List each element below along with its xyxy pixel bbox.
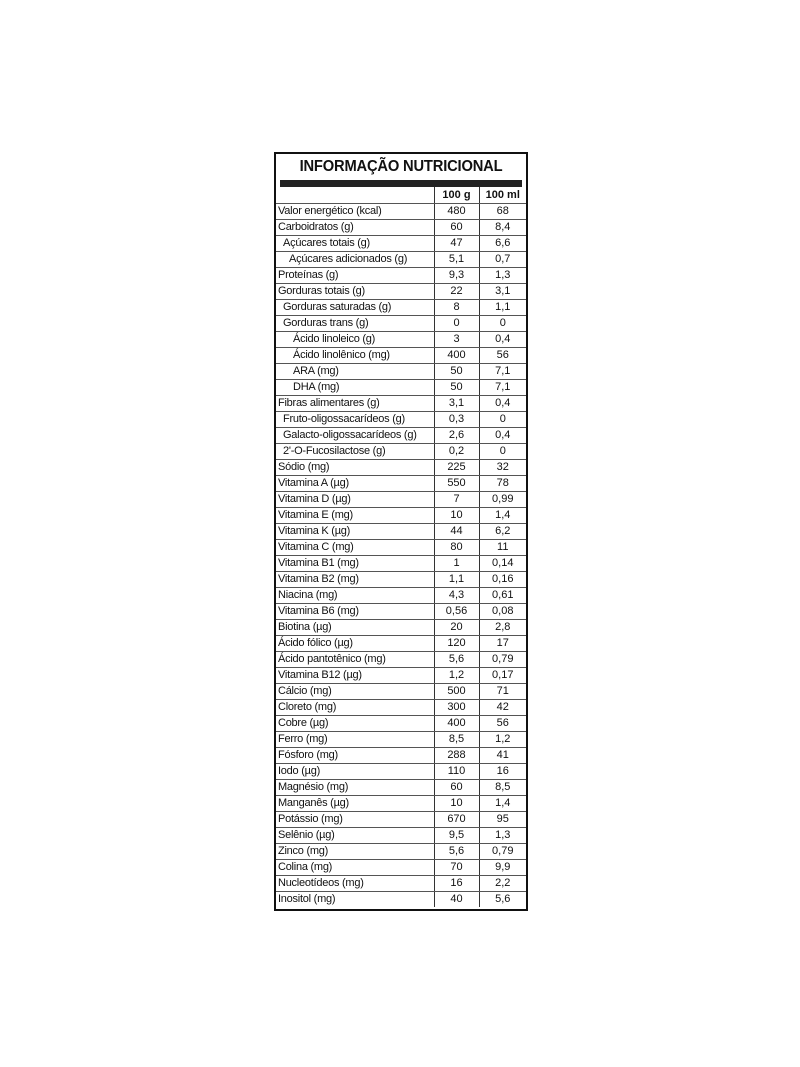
value-per-100ml: 11 <box>479 540 526 556</box>
value-per-100g: 10 <box>434 508 479 524</box>
value-per-100ml: 0,79 <box>479 652 526 668</box>
table-row <box>276 748 526 764</box>
nutrient-name: Gorduras totais (g) <box>276 284 434 300</box>
nutrient-name: Fósforo (mg) <box>276 748 434 764</box>
nutrient-name: Galacto-oligossacarídeos (g) <box>276 428 434 444</box>
value-per-100g: 22 <box>434 284 479 300</box>
nutrient-name: Vitamina B1 (mg) <box>276 556 434 572</box>
table-row <box>276 444 526 460</box>
nutrient-name: Vitamina A (µg) <box>276 476 434 492</box>
nutrient-name: Vitamina B12 (µg) <box>276 668 434 684</box>
table-row <box>276 892 526 908</box>
table-row <box>276 300 526 316</box>
value-per-100g: 3 <box>434 332 479 348</box>
table-row <box>276 204 526 220</box>
table-row <box>276 588 526 604</box>
nutrition-facts-panel <box>274 152 528 911</box>
value-per-100g: 50 <box>434 380 479 396</box>
value-per-100ml: 1,4 <box>479 508 526 524</box>
value-per-100g: 60 <box>434 780 479 796</box>
table-row <box>276 860 526 876</box>
value-per-100g: 0 <box>434 316 479 332</box>
value-per-100ml: 6,6 <box>479 236 526 252</box>
nutrient-name: Cobre (µg) <box>276 716 434 732</box>
nutrient-name: Vitamina B2 (mg) <box>276 572 434 588</box>
header-100ml: 100 ml <box>479 187 526 204</box>
nutrient-name: Inositol (mg) <box>278 893 336 905</box>
value-per-100ml: 0,61 <box>479 588 526 604</box>
value-per-100g: 8 <box>434 300 479 316</box>
nutrient-name: Gorduras trans (g) <box>276 316 434 332</box>
nutrient-name: Valor energético (kcal) <box>276 204 434 220</box>
value-per-100ml: 56 <box>479 348 526 364</box>
table-row <box>276 876 526 892</box>
value-per-100g: 670 <box>434 812 479 828</box>
value-per-100ml: 1,2 <box>479 732 526 748</box>
value-per-100g: 44 <box>434 524 479 540</box>
value-per-100g: 0,3 <box>434 412 479 428</box>
header-row <box>276 187 526 204</box>
table-row <box>276 524 526 540</box>
value-per-100g: 288 <box>434 748 479 764</box>
table-row <box>276 668 526 684</box>
value-per-100g: 1 <box>434 556 479 572</box>
table-row <box>276 268 526 284</box>
nutrient-name: Magnésio (mg) <box>276 780 434 796</box>
table-row <box>276 460 526 476</box>
table-row <box>276 284 526 300</box>
value-per-100ml: 0,79 <box>479 844 526 860</box>
value-per-100g: 40 <box>434 892 479 908</box>
nutrient-name: Colina (mg) <box>276 860 434 876</box>
nutrient-name: Ácido linolênico (mg) <box>276 348 434 364</box>
value-per-100ml: 1,3 <box>479 268 526 284</box>
nutrition-rows <box>276 204 526 908</box>
value-per-100g: 50 <box>434 364 479 380</box>
value-per-100g: 5,6 <box>434 844 479 860</box>
value-per-100g: 80 <box>434 540 479 556</box>
nutrient-name: Iodo (µg) <box>276 764 434 780</box>
table-row <box>276 252 526 268</box>
nutrient-name: Açúcares adicionados (g) <box>276 252 434 268</box>
value-per-100ml: 42 <box>479 700 526 716</box>
value-per-100ml: 0,4 <box>479 428 526 444</box>
nutrient-name: Potássio (mg) <box>276 812 434 828</box>
value-per-100ml: 0 <box>479 412 526 428</box>
value-per-100g: 550 <box>434 476 479 492</box>
table-row <box>276 556 526 572</box>
nutrient-name: Ferro (mg) <box>276 732 434 748</box>
table-row <box>276 348 526 364</box>
value-per-100ml: 56 <box>479 716 526 732</box>
nutrient-name: Açúcares totais (g) <box>276 236 434 252</box>
value-per-100g: 2,6 <box>434 428 479 444</box>
value-per-100g: 0,56 <box>434 604 479 620</box>
value-per-100g: 60 <box>434 220 479 236</box>
table-row <box>276 380 526 396</box>
value-per-100g: 300 <box>434 700 479 716</box>
table-row <box>276 828 526 844</box>
nutrient-name: Niacina (mg) <box>276 588 434 604</box>
value-per-100ml: 2,8 <box>479 620 526 636</box>
value-per-100ml: 0,14 <box>479 556 526 572</box>
table-row <box>276 652 526 668</box>
table-row <box>276 540 526 556</box>
value-per-100ml: 17 <box>479 636 526 652</box>
value-per-100ml: 1,4 <box>479 796 526 812</box>
nutrient-name: 2'-O-Fucosilactose (g) <box>276 444 434 460</box>
value-per-100g: 1,1 <box>434 572 479 588</box>
value-per-100ml: 71 <box>479 684 526 700</box>
value-per-100g: 5,6 <box>434 652 479 668</box>
nutrient-name: ARA (mg) <box>276 364 434 380</box>
value-per-100ml: 0 <box>479 316 526 332</box>
value-per-100ml: 32 <box>479 460 526 476</box>
value-per-100g: 7 <box>434 492 479 508</box>
table-row <box>276 412 526 428</box>
nutrient-name: Manganês (µg) <box>276 796 434 812</box>
table-row <box>276 316 526 332</box>
value-per-100g: 400 <box>434 348 479 364</box>
value-per-100ml: 68 <box>479 204 526 220</box>
table-row <box>276 364 526 380</box>
value-per-100ml: 0,4 <box>479 332 526 348</box>
nutrient-name: Ácido linoleico (g) <box>276 332 434 348</box>
table-row <box>276 604 526 620</box>
table-row <box>276 236 526 252</box>
nutrient-name: Ácido pantotênico (mg) <box>276 652 434 668</box>
nutrient-name: Cálcio (mg) <box>276 684 434 700</box>
value-per-100ml: 0,7 <box>479 252 526 268</box>
table-row <box>276 508 526 524</box>
value-per-100ml: 9,9 <box>479 860 526 876</box>
value-per-100ml: 0 <box>479 444 526 460</box>
value-per-100ml: 95 <box>479 812 526 828</box>
value-per-100g: 400 <box>434 716 479 732</box>
table-row <box>276 700 526 716</box>
value-per-100ml: 0,99 <box>479 492 526 508</box>
nutrient-name: DHA (mg) <box>276 380 434 396</box>
nutrient-name: Vitamina D (µg) <box>276 492 434 508</box>
value-per-100g: 500 <box>434 684 479 700</box>
table-row <box>276 396 526 412</box>
value-per-100g: 9,3 <box>434 268 479 284</box>
table-row <box>276 764 526 780</box>
table-row <box>276 684 526 700</box>
value-per-100ml: 0,17 <box>479 668 526 684</box>
value-per-100ml: 0,08 <box>479 604 526 620</box>
table-row <box>276 636 526 652</box>
table-row <box>276 620 526 636</box>
nutrient-name: Sódio (mg) <box>276 460 434 476</box>
value-per-100ml: 3,1 <box>479 284 526 300</box>
nutrient-name: Fibras alimentares (g) <box>276 396 434 412</box>
table-row <box>276 812 526 828</box>
nutrient-name: Cloreto (mg) <box>276 700 434 716</box>
value-per-100g: 3,1 <box>434 396 479 412</box>
value-per-100ml: 0,16 <box>479 572 526 588</box>
table-row <box>276 572 526 588</box>
table-row <box>276 332 526 348</box>
nutrient-name: Vitamina K (µg) <box>276 524 434 540</box>
value-per-100ml: 7,1 <box>479 380 526 396</box>
value-per-100g: 480 <box>434 204 479 220</box>
nutrient-name: Vitamina C (mg) <box>276 540 434 556</box>
value-per-100g: 1,2 <box>434 668 479 684</box>
value-per-100g: 225 <box>434 460 479 476</box>
value-per-100ml: 6,2 <box>479 524 526 540</box>
value-per-100ml: 1,1 <box>479 300 526 316</box>
nutrient-name: Nucleotídeos (mg) <box>276 876 434 892</box>
table-row <box>276 732 526 748</box>
value-per-100ml: 78 <box>479 476 526 492</box>
value-per-100ml: 8,4 <box>479 220 526 236</box>
value-per-100g: 0,2 <box>434 444 479 460</box>
value-per-100ml: 1,3 <box>479 828 526 844</box>
value-per-100g: 20 <box>434 620 479 636</box>
nutrient-name: Biotina (µg) <box>276 620 434 636</box>
value-per-100g: 4,3 <box>434 588 479 604</box>
nutrient-name: Ácido fólico (µg) <box>276 636 434 652</box>
table-row <box>276 844 526 860</box>
table-row <box>276 220 526 236</box>
table-row <box>276 428 526 444</box>
table-row <box>276 492 526 508</box>
value-per-100ml: 0,4 <box>479 396 526 412</box>
value-per-100g: 70 <box>434 860 479 876</box>
nutrient-name: Gorduras saturadas (g) <box>276 300 434 316</box>
value-per-100ml: 8,5 <box>479 780 526 796</box>
nutrient-name: Fruto-oligossacarídeos (g) <box>276 412 434 428</box>
value-per-100g: 110 <box>434 764 479 780</box>
value-per-100ml: 41 <box>479 748 526 764</box>
value-per-100ml: 7,1 <box>479 364 526 380</box>
value-per-100g: 120 <box>434 636 479 652</box>
table-title: INFORMAÇÃO NUTRICIONAL <box>299 158 503 175</box>
table-row <box>276 716 526 732</box>
nutrient-name: Carboidratos (g) <box>276 220 434 236</box>
table-row <box>276 796 526 812</box>
nutrient-name: Selênio (µg) <box>276 828 434 844</box>
header-100g: 100 g <box>434 187 479 204</box>
value-per-100ml: 2,2 <box>479 876 526 892</box>
value-per-100g: 16 <box>434 876 479 892</box>
value-per-100g: 9,5 <box>434 828 479 844</box>
value-per-100g: 47 <box>434 236 479 252</box>
nutrient-name: Zinco (mg) <box>276 844 434 860</box>
table-row <box>276 476 526 492</box>
value-per-100g: 5,1 <box>434 252 479 268</box>
header-nutrient-column <box>276 187 434 204</box>
title-divider-bar <box>280 180 522 187</box>
value-per-100g: 10 <box>434 796 479 812</box>
value-per-100g: 8,5 <box>434 732 479 748</box>
value-per-100ml: 5,6 <box>479 892 526 908</box>
nutrition-table <box>276 187 526 907</box>
nutrient-name: Proteínas (g) <box>276 268 434 284</box>
value-per-100ml: 16 <box>479 764 526 780</box>
nutrient-name: Vitamina E (mg) <box>276 508 434 524</box>
nutrient-name: Vitamina B6 (mg) <box>276 604 434 620</box>
table-row <box>276 780 526 796</box>
